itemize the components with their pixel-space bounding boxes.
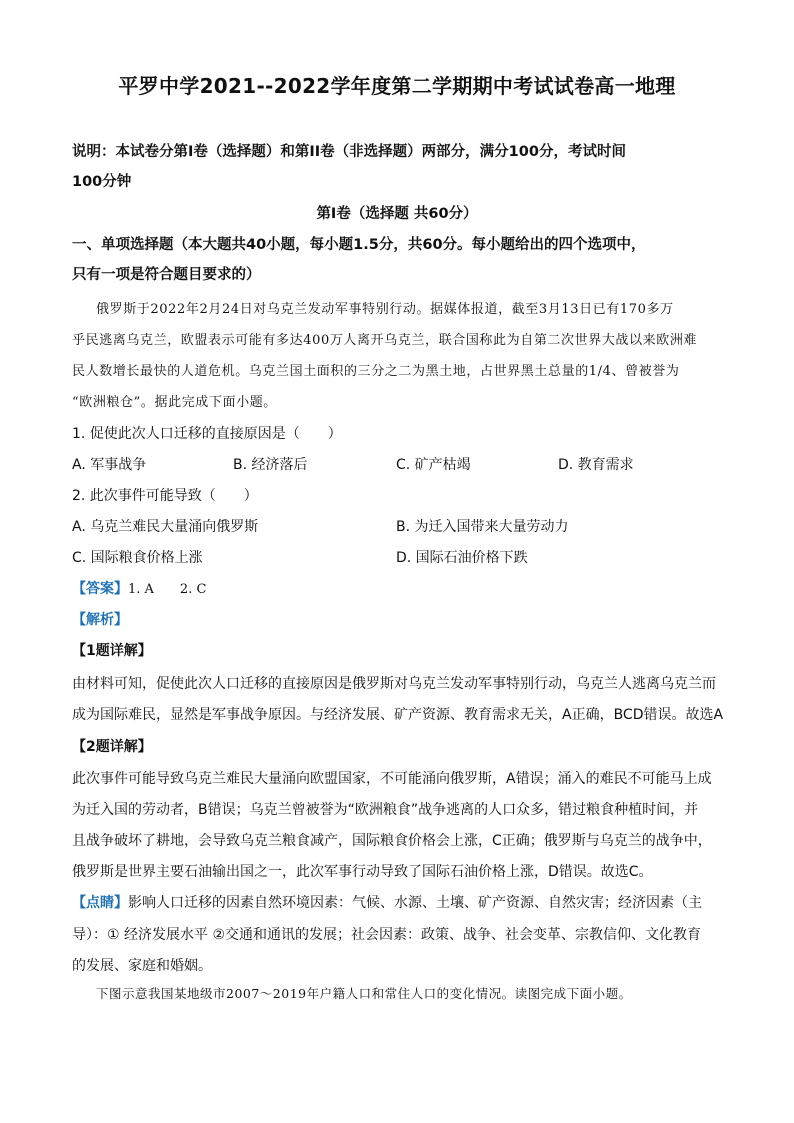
- dianjing-first-line: 影响人口迁移的因素自然环境因素：气候、水源、土壤、矿产资源、自然灾害；经济因素（主: [128, 895, 702, 911]
- passage-line-2: 乎民逃离乌克兰，欧盟表示可能有多达400万人离开乌克兰，联合国称此为自第二次世界大战以来欧洲难: [72, 333, 698, 348]
- detail-2-line-2: 为迁入国的劳动者，B错误；乌克兰曾被誉为“欧洲粮食”战争逃离的人口众多，错过粮食种植时间，并: [72, 802, 699, 818]
- detail-1-line-2: 成为国际难民，显然是军事战争原因。与经济发展、矿产资源、教育需求无关，A正确，BCD错误。故选A: [72, 707, 724, 723]
- next-passage-intro: 下图示意我国某地级市2007～2019年户籍人口和常住人口的变化情况。读图完成下面小题。: [96, 986, 632, 1001]
- question-1-option-b: B. 经济落后: [233, 457, 308, 473]
- question-1-option-c: C. 矿产枯竭: [396, 457, 471, 473]
- part-heading-line-1: 一、单项选择题（本大题共40小题，每小题1.5分，共60分。每小题给出的四个选项中，: [72, 237, 646, 253]
- question-1-option-a: A. 军事战争: [72, 457, 147, 473]
- dianjing-line-3: 的发展、家庭和婚姻。: [72, 958, 212, 974]
- question-2-option-b: B. 为迁入国带来大量劳动力: [396, 519, 569, 535]
- instructions-line-2: 100分钟: [72, 174, 132, 190]
- dianjing-line-2: 导）：① 经济发展水平 ②交通和通讯的发展；社会因素：政策、战争、社会变革、宗教信仰、文化教育: [72, 927, 701, 943]
- detail-1-label-row: [72, 640, 732, 660]
- question-1-option-d: D. 教育需求: [558, 457, 634, 473]
- detail-2-label: 【2题详解】: [72, 739, 152, 755]
- answer-row: [72, 578, 732, 598]
- passage-line-3: 民人数增长最快的人道危机。乌克兰国土面积的三分之二为黑土地，占世界黑土总量的1/4、曾被誉为: [72, 364, 680, 379]
- dianjing-label: 【点睛】: [72, 895, 128, 911]
- page-title: 平罗中学2021--2022学年度第二学期期中考试试卷高一地理: [118, 74, 676, 98]
- detail-1-label: 【1题详解】: [72, 643, 152, 659]
- question-2-option-a: A. 乌克兰难民大量涌向俄罗斯: [72, 519, 259, 535]
- detail-1-line-1: 由材料可知，促使此次人口迁移的直接原因是俄罗斯对乌克兰发动军事特别行动，乌克兰人逃离乌克兰而: [72, 676, 716, 692]
- instructions-line-1: 说明：本试卷分第I卷（选择题）和第II卷（非选择题）两部分，满分100分，考试时间: [72, 144, 626, 160]
- part-heading-line-2: 只有一项是符合题目要求的）: [72, 267, 261, 283]
- analysis-label: 【解析】: [72, 612, 128, 628]
- dianjing-row: [72, 892, 732, 912]
- passage-line-4: “欧洲粮仓”。据此完成下面小题。: [72, 395, 277, 410]
- question-2-stem: 2. 此次事件可能导致（ ）: [72, 488, 258, 504]
- question-2-option-d: D. 国际石油价格下跌: [396, 550, 528, 566]
- section-title: 第I卷（选择题 共60分）: [316, 206, 478, 222]
- question-1-stem: 1. 促使此次人口迁移的直接原因是（ ）: [72, 426, 342, 442]
- passage-line-1: 俄罗斯于2022年2月24日对乌克兰发动军事特别行动。据媒体报道，截至3月13日已有170多万: [96, 302, 674, 317]
- answer-value: 1. A 2. C: [128, 582, 207, 597]
- question-2-option-c: C. 国际粮食价格上涨: [72, 550, 203, 566]
- detail-2-line-4: 俄罗斯是世界主要石油输出国之一，此次军事行动导致了国际石油价格上涨，D错误。故选C。: [72, 864, 653, 880]
- detail-2-line-1: 此次事件可能导致乌克兰难民大量涌向欧盟国家，不可能涌向俄罗斯，A错误；涌入的难民不可能马上成: [72, 771, 712, 787]
- answer-label: 【答案】: [72, 581, 128, 597]
- analysis-row: [72, 609, 732, 629]
- detail-2-label-row: [72, 736, 732, 756]
- detail-2-line-3: 且战争破坏了耕地，会导致乌克兰粮食减产，国际粮食价格会上涨，C正确；俄罗斯与乌克兰的战争中，: [72, 833, 712, 849]
